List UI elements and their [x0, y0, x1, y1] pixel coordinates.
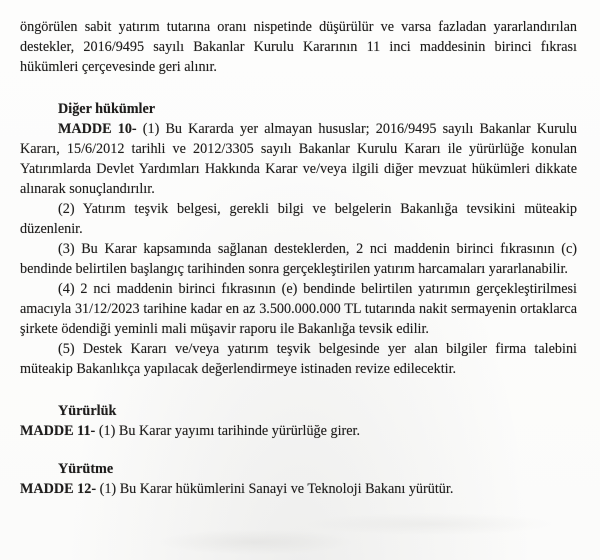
madde-10-text: (1) Bu Kararda yer almayan hususlar; 2016/9495 sayılı Bakanlar Kurulu Kararı, 15/6/2012 tarihli ve 2012/3305 sayılı Bakanlar Kurulu Kararı ile yürürlüğe konulan Yatırımlarda Devlet Yardımları Hakkında Karar ve/veya ilgili diğer mevzuat hükümleri dikkate alınarak sonuçlandırılır. [20, 121, 577, 197]
madde-10-label: MADDE 10- [58, 121, 137, 137]
madde-12-text: (1) Bu Karar hükümlerini Sanayi ve Teknoloji Bakanı yürütür. [96, 481, 454, 497]
madde-11-paragraph [20, 421, 577, 441]
section-heading-yurutme: Yürütme [58, 461, 114, 477]
madde-10-paragraph [20, 119, 577, 199]
spacer [20, 441, 577, 459]
scan-artifact [0, 504, 600, 560]
spacer [20, 379, 577, 401]
madde-10-fikra-5: (5) Destek Kararı ve/veya yatırım teşvik belgesinde yer alan bilgiler firma talebini müteakip Bakanlıkça yapılacak değerlendirmeye istinaden revize edilecektir. [20, 341, 577, 377]
section-heading-yururluk: Yürürlük [58, 403, 117, 419]
madde-10-fikra-4: (4) 2 nci maddenin birinci fıkrasının (e) bendinde belirtilen yatırımın gerçekleştirilmesi amacıyla 31/12/2023 tarihine kadar en az 3.500.000.000 TL tutarında nakit sermayenin ortaklarca şirkete ödendiği yeminli mali müşavir raporu ile Bakanlığa tevsik edilir. [20, 281, 577, 337]
spacer [20, 77, 577, 99]
madde-11-label: MADDE 11- [20, 423, 96, 439]
madde-12-paragraph [20, 479, 577, 499]
madde-10-fikra-2: (2) Yatırım teşvik belgesi, gerekli bilgi ve belgelerin Bakanlığa tevsikini müteakip düzenlenir. [20, 201, 577, 237]
madde-11-text: (1) Bu Karar yayımı tarihinde yürürlüğe girer. [95, 423, 361, 439]
madde-12-label: MADDE 12- [20, 481, 97, 497]
intro-paragraph: öngörülen sabit yatırım tutarına oranı nispetinde düşürülür ve varsa fazladan yararlandırılan destekler, 2016/9495 sayılı Bakanlar Kurulu Kararının 11 inci maddesinin birinci fıkrası hükümleri çerçevesinde geri alınır. [20, 19, 577, 75]
section-heading-diger-hukumler: Diğer hükümler [58, 101, 156, 117]
madde-10-fikra-3: (3) Bu Karar kapsamında sağlanan desteklerden, 2 nci maddenin birinci fıkrasının (c) bendinde belirtilen başlangıç tarihinden sonra gerçekleştirilen yatırım harcamaları yararlanabilir. [20, 241, 577, 277]
